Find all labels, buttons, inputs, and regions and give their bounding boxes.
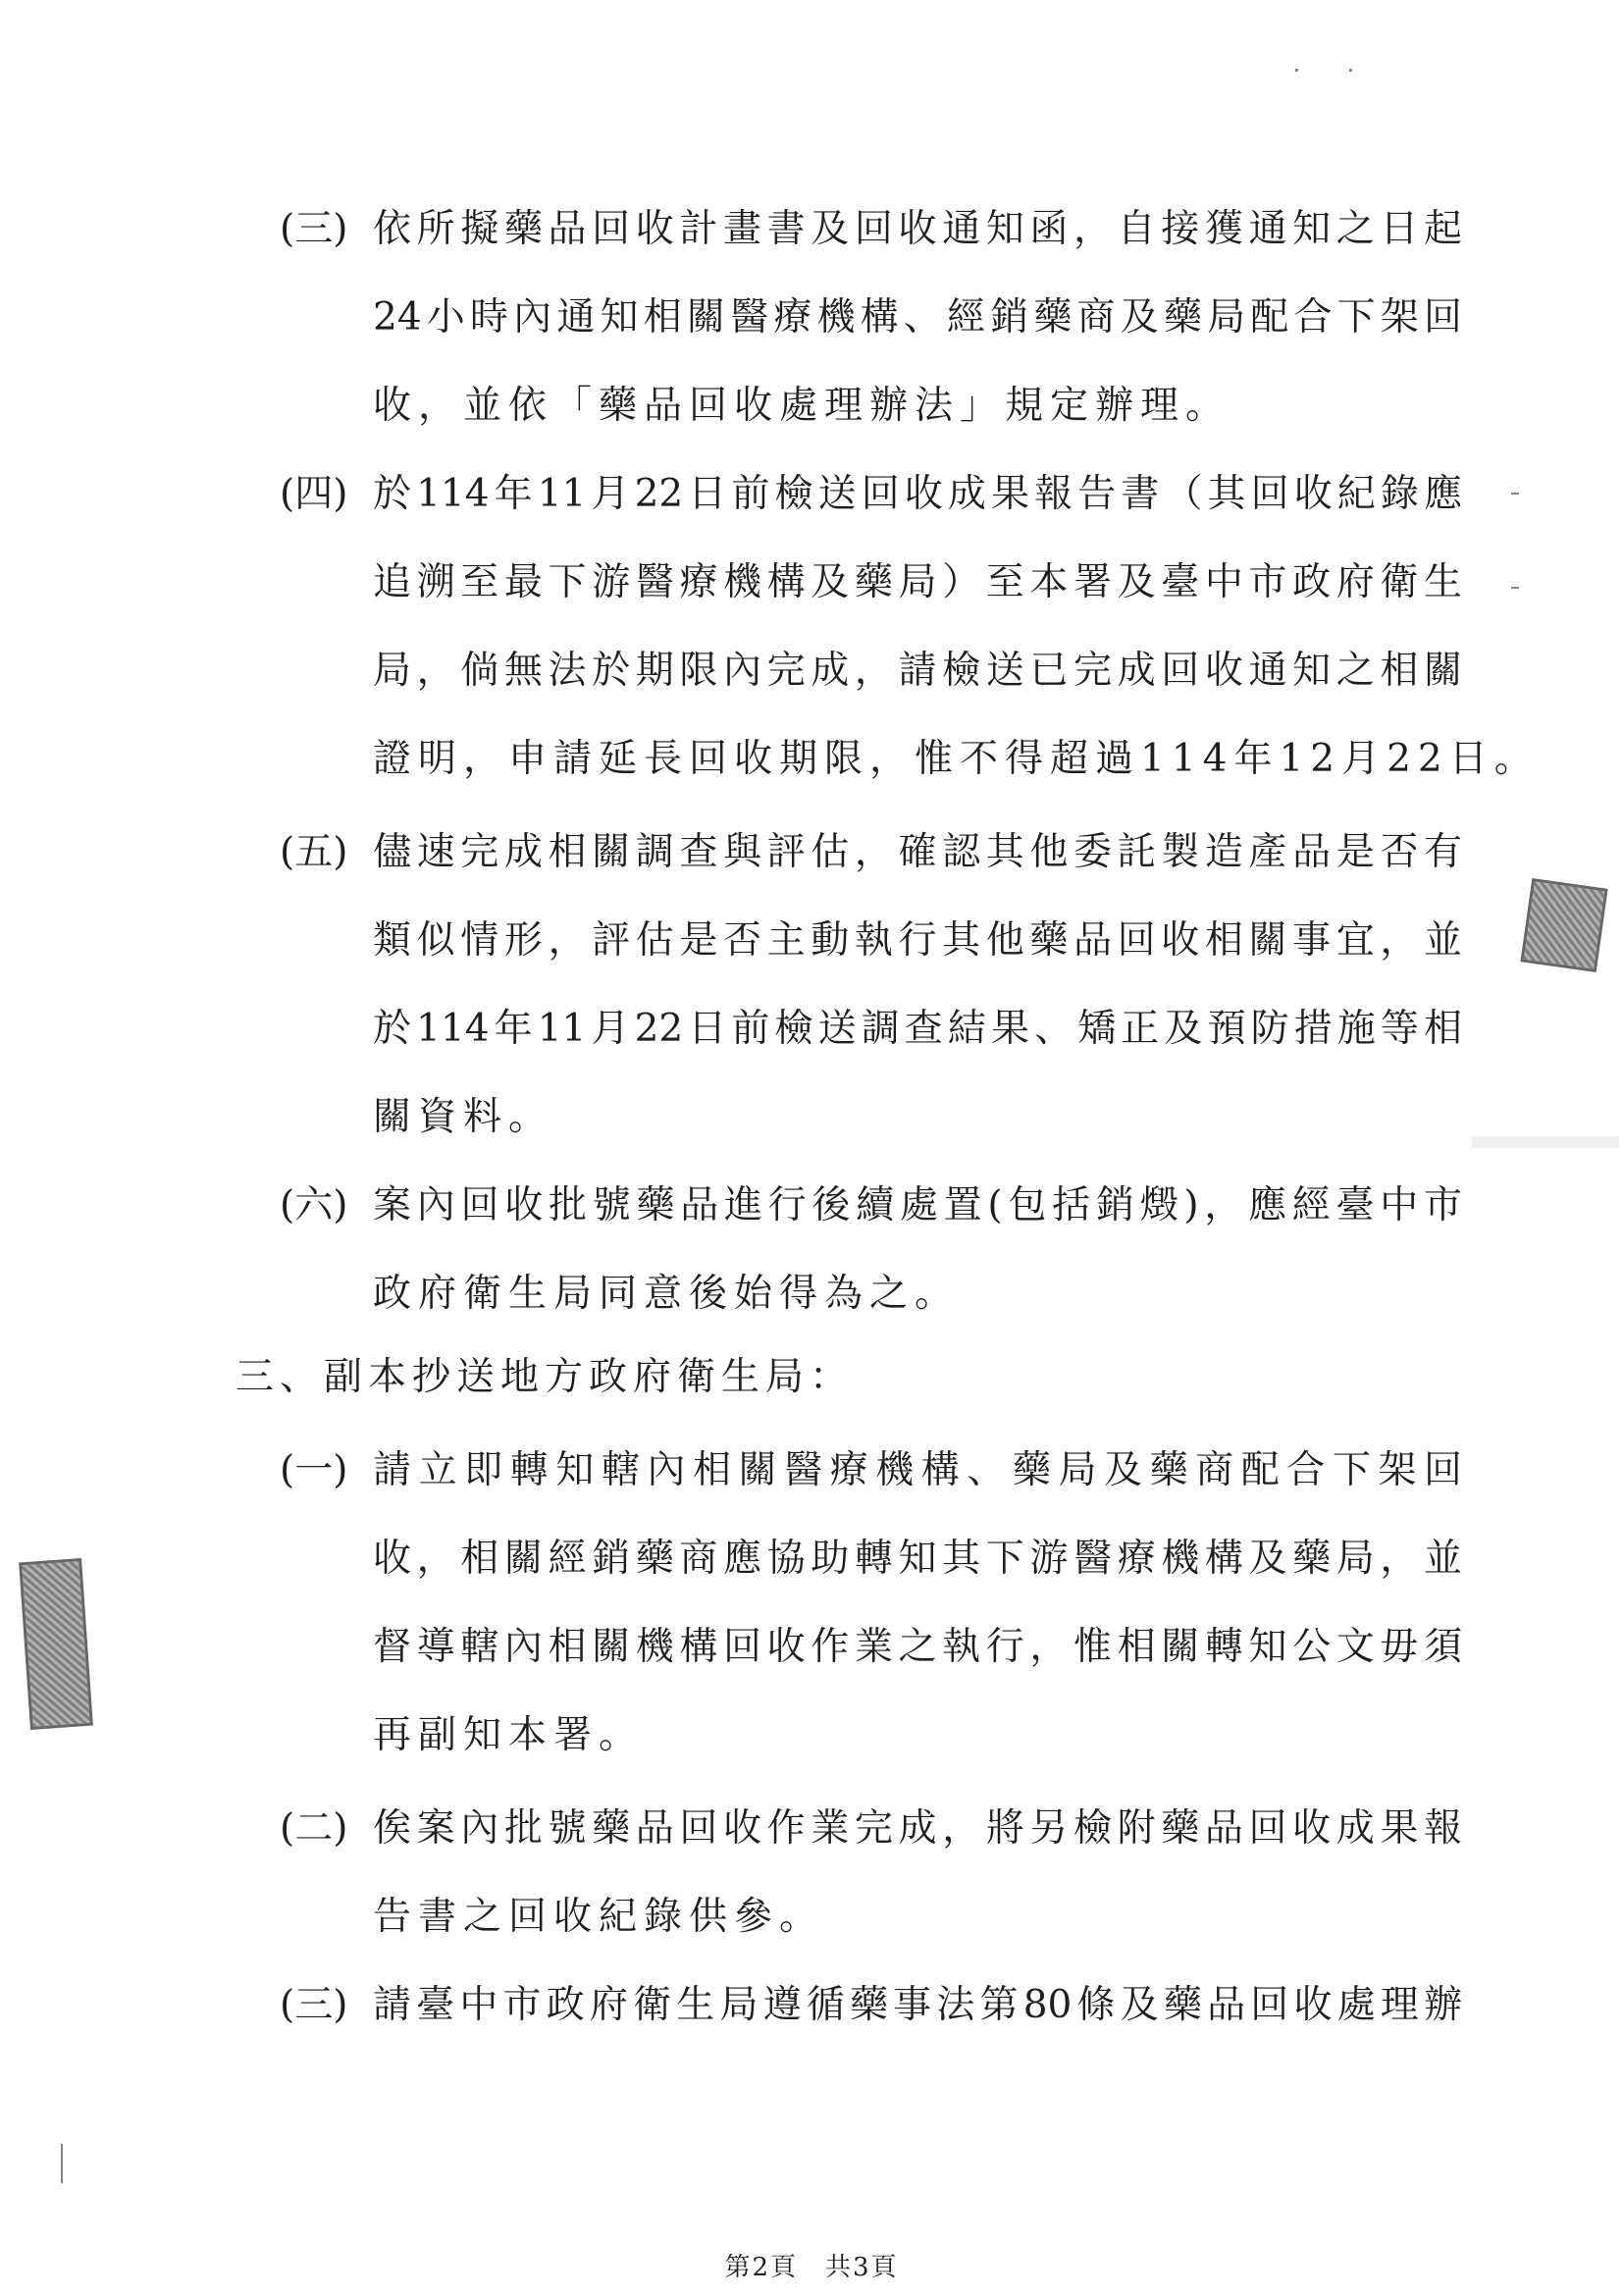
scan-mark xyxy=(1295,69,1298,72)
item-line: 請臺中市政府衛生局遵循藥事法第80條及藥品回收處理辦 xyxy=(373,1983,1462,2027)
scan-mark xyxy=(61,2144,63,2183)
item-line: 局，倘無法於期限內完成，請檢送已完成回收通知之相關 xyxy=(373,649,1462,693)
item-label: (三) xyxy=(280,1983,348,2027)
item-line: 收，相關經銷藥商應協助轉知其下游醫療機構及藥局，並 xyxy=(373,1537,1462,1581)
page-number: 第2頁 共3頁 xyxy=(724,2253,899,2282)
item-label: (五) xyxy=(280,830,348,874)
item-line: 請立即轉知轄內相關醫療機構、藥局及藥商配合下架回 xyxy=(373,1448,1462,1492)
item-line: 於114年11月22日前檢送調查結果、矯正及預防措施等相 xyxy=(373,1007,1462,1051)
scan-mark xyxy=(1349,69,1352,72)
item-line: 告書之回收紀錄供參。 xyxy=(373,1895,825,1939)
item-line: 案內回收批號藥品進行後續處置(包括銷燬)，應經臺中市 xyxy=(373,1183,1462,1227)
item-line: 收，並依「藥品回收處理辦法」規定辦理。 xyxy=(373,384,1231,428)
item-line: 關資料。 xyxy=(373,1095,554,1139)
item-line: 督導轄內相關機構回收作業之執行，惟相關轉知公文毋須 xyxy=(373,1625,1462,1669)
item-line: 再副知本署。 xyxy=(373,1713,645,1757)
item-line: 證明，申請延長回收期限，惟不得超過114年12月22日。 xyxy=(373,737,1540,781)
section-heading: 三、副本抄送地方政府衛生局： xyxy=(236,1355,855,1399)
item-line: 儘速完成相關調查與評估，確認其他委託製造產品是否有 xyxy=(373,830,1462,874)
item-line: 類似情形，評估是否主動執行其他藥品回收相關事宜，並 xyxy=(373,918,1462,963)
item-label: (二) xyxy=(280,1806,348,1851)
item-line: 依所擬藥品回收計畫書及回收通知函，自接獲通知之日起 xyxy=(373,207,1462,251)
item-line: 追溯至最下游醫療機構及藥局）至本署及臺中市政府衛生 xyxy=(373,560,1462,604)
item-label: (一) xyxy=(280,1448,348,1492)
item-line: 政府衛生局同意後始得為之。 xyxy=(373,1272,961,1316)
item-label: (六) xyxy=(280,1183,348,1227)
scan-mark xyxy=(1511,493,1519,495)
item-label: (三) xyxy=(280,207,348,251)
scan-mark xyxy=(1472,1136,1619,1148)
seal-stamp-right xyxy=(1520,878,1607,972)
scan-mark xyxy=(1511,587,1519,589)
item-line: 於114年11月22日前檢送回收成果報告書（其回收紀錄應 xyxy=(373,472,1462,516)
item-line: 俟案內批號藥品回收作業完成，將另檢附藥品回收成果報 xyxy=(373,1806,1462,1851)
seal-stamp-left xyxy=(19,1558,93,1730)
item-line: 24小時內通知相關醫療機構、經銷藥商及藥局配合下架回 xyxy=(373,295,1462,339)
item-label: (四) xyxy=(280,472,348,516)
